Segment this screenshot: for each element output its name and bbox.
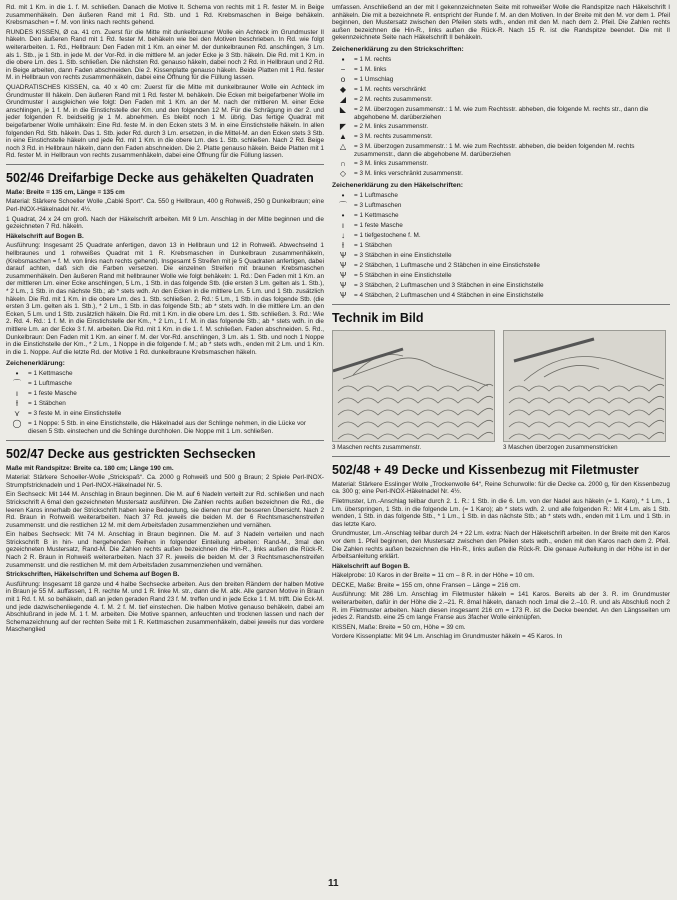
crochet-symbol-icon: ⌒ [13, 379, 21, 389]
section-divider [6, 164, 324, 165]
body-paragraph: Ausführung: Insgesamt 25 Quadrate anfertigen, davon 13 in Hellbraun und 12 in Rohweiß. Abwechselnd 1 hellbraunes und 1 rohweißes Quadrat mit 1 R. Krebsmaschen in Dunkelbraun zusammenhäkeln, (Krebsmaschen = f. M. von links nach rechts gehend). Insgesamt 5 Streifen mit je 5 Quadraten anfertigen, dabei darauf achten, daß sich die Farben versetzen. Die einzelnen Streifen mit braunen Krebsmaschen zusammenhäkeln. Den äußeren Rand mit hellbrauner Wolle wie folgt behäkeln: 1. Rd.: Den Faden mit 1 Km. an der mittleren Lm. einer Ecke anschlingen, 5 Lm., 1 Stb. in das folgende Stb. (die ersten 3 Lm. gelten als 1. Stb.), * 2 Lm., 1 Stb. in das nächste Stb.; ab * stets wdh. An den Ecken in die mittlere Lm. 5 Lm. und 1 Stb. zusätzlich häkeln. Die Rd. mit 1 Km. in die obere Lm. des 1. Stb. schließen. 2. Rd.: 5 Lm., 1 Stb. in das folgende Stb. (die ersten 3 Lm. gelten als 1. Stb.), * 2 Lm., 1 Stb. in das folgende Stb.; ab * stets wdh. In die mittlere Lm. an den Ecken, 5 Lm. und 1 Stb. zusätzlich häkeln. Die Rd. mit 1 Km. in die obere Lm. des 1. Stb. schließen. 3. Rd.: Wie 2. Rd. 4. Rd.: 1 f. M. in die Einstichstelle der Km., * 2 Lm., 1 f. M. in das folgende Stb.; ab * stets wdh. in die mittlere Lm. an der Ecke 3 f. M. arbeiten. Die Rd. mit 1 Km. in die 1. f. M. schließen. Faden abschneiden. 5. Rd., Dunkelbraun: Den Faden mit 1 Km. an einer f. M. der Vor-Rd. anschlingen, 3 Lm. als 1. Stb. und noch 1 Noppe in die Einstichstelle der Km., * 2 Lm., 1 Noppe in die folgende f. M.; ab * stets wdh., enden mit 2 Lm. und 1 Km. in die 1. Noppe. Auf die letzte Rd. der Motive 1 Rd. dunkelbraune Krebsmaschen häkeln. [6, 242, 324, 356]
legend-row [332, 222, 670, 230]
body-paragraph: 1 Quadrat, 24 x 24 cm groß. Nach der Häkelschrift arbeiten. Mit 9 Lm. Anschlag in der Mitte beginnen und die gezeichneten 7 Rd. häkeln. [6, 215, 324, 231]
crochet-symbol-icon: Ѱ [339, 251, 347, 261]
body-paragraph: DECKE, Maße: Breite = 155 cm, ohne Fransen – Länge = 216 cm. [332, 581, 521, 589]
legend-row [332, 86, 670, 94]
crochet-legend [332, 192, 670, 300]
body-paragraph: Material: Stärkere Schoeller-Wolle „Strickspaß“. Ca. 2000 g Rohweiß und 500 g Braun; 2 Spiele Perl-INOX-Strumpfstricknadeln und 1 Perl-INOX-Häkelnadel Nr. 5. [6, 474, 324, 489]
knit-symbol-icon: ◢ [339, 94, 347, 104]
legend-text: = 1 Stäbchen [354, 242, 392, 250]
legend-text: = 3 feste M. in eine Einstichstelle [28, 410, 122, 418]
body-paragraph: Häkelprobe: 10 Karos in der Breite = 11 cm – 8 R. in der Höhe = 10 cm. [332, 572, 535, 580]
legend-text: = 3 Luftmaschen [354, 202, 402, 210]
knit-symbol-icon: ◤ [339, 122, 347, 132]
body-paragraph: Vordere Kissenplatte: Mit 94 Lm. Anschlag im Grundmuster häkeln = 45 Karos. In [332, 633, 563, 641]
legend-row [332, 252, 670, 260]
legend-row [332, 292, 670, 300]
body-paragraph: Maße mit Randspitze: Breite ca. 180 cm; Länge 190 cm. [6, 464, 174, 472]
crochet-symbol-icon: ı [341, 221, 345, 231]
body-paragraph: Material: Stärkere Schoeller Wolle „Cablé Sport“. Ca. 550 g Hellbraun, 400 g Rohweiß, 250 g Dunkelbraun; eine Perl-INOX-Häkelnadel Nr. 4½. [6, 198, 324, 214]
legend-text: = 1 feste Masche [354, 222, 403, 230]
crochet-symbol-icon: Ѱ [339, 271, 347, 281]
crochet-symbol-icon: ƚ [16, 399, 18, 409]
legend-row [332, 242, 670, 250]
technique-photos [332, 330, 670, 451]
technique-photo-1 [332, 330, 495, 451]
photo-caption: 3 Maschen überzogen zusammenstricken [503, 444, 618, 452]
intro-paragraph: umfassen. Anschließend an der mit I gekennzeichneten Seite mit rohweißer Wolle die Randspitze nach Häkelschrift I anhäkeln. Die mit a bezeichnete R. entspricht der Runde f. M. an den Motiven. In der Breite mit den M. vor dem 1. Pfeil beginnen, den Mustersatz zwischen den Pfeilen stets wdh., enden mit den M. nach dem 2. Pfeil. Die Zahlen rechts außen bezeichnen die Hin-R., links außen die Rück-R. Nach 15 R. ist die Randspitze beendet. Die mit II gekennzeichnete Seite nach Häkelschrift II behäkeln. [332, 4, 670, 42]
body-paragraph: Ein halbes Sechseck: Mit 74 M. Anschlag in Braun beginnen. Die M. auf 3 Nadeln verteilen und nach Strickschrift B in hin- und hergehenden Reihen in folgender Einteilung arbeiten: Rand-M., 3mal den gezeichneten Mustersatz, Rand-M. Die Zahlen rechts außen bezeichnen die Hin-R., links außen die Rück-R. Nach 2 R. Braun in Rohweiß weiterarbeiten. Nach 37 R. jeweils die beiden M. der 3 Rechtsmaschenstreifen zusammenstr. und die restlichen M. mit dem Arbeitsfaden zusammenziehen und vernähen. [6, 531, 324, 569]
legend-text: = 1 Noppe: 5 Stb. in eine Einstichstelle, die Häkelnadel aus der Schlinge nehmen, in die Lücke vor diesen 5 Stb. einstechen und die Schlinge durchholen. Die Noppe mit 1 Lm. schließen. [28, 420, 306, 435]
knit-symbol-icon: o [340, 74, 346, 84]
legend-text: = 3 Stäbchen in eine Einstichstelle [354, 252, 452, 260]
technique-photo-2 [503, 330, 666, 451]
legend-row [6, 400, 324, 408]
body-paragraph: Filetmuster, Lm.-Anschlag teilbar durch 2. 1. R.: 1 Stb. in die 6. Lm. von der Nadel aus häkeln (= 1. Karo), * 1 Lm., 1 Lm. überspringen, 1 Stb. in die folgende Lm. (= 1 Karo); ab * stets wdh. 2. und alle folgenden R.: Mit 4 Lm. als 1 Stb. wenden, 1 Stb. in das folgende Stb., * 1 Lm., 1 Stb. in das nächste Stb.; ab * stets wdh., enden mit 1 Lm. und 1 Stb. in das letzte Karo. [332, 497, 670, 528]
crochet-symbol-icon: ƚ [342, 241, 344, 251]
crochet-symbol-icon: ı [15, 389, 19, 399]
legend-text: = 1 Umschlag [354, 75, 394, 83]
knitting-photo [332, 330, 495, 442]
legend-row [332, 96, 670, 104]
knit-legend [332, 56, 670, 178]
crochet-symbol-icon: • [341, 211, 345, 221]
section-title: 502/48 + 49 Decke und Kissenbezug mit Filetmuster [332, 462, 639, 477]
legend-text: = 3 M. überzogen zusammenstr.: 1 M. wie zum Rechtsstr. abheben, die beiden folgenden M. rechts zusammenstr., dann die abgehobene M. darüberziehen [354, 143, 635, 158]
section-title: 502/47 Decke aus gestrickten Sechsecken [6, 446, 256, 461]
section-divider [6, 440, 324, 441]
legend-row [332, 262, 670, 270]
legend [6, 370, 324, 435]
legend-text: = 2 Stäbchen, 1 Luftmasche und 2 Stäbchen in eine Einstichstelle [354, 262, 540, 270]
legend-row [6, 420, 324, 435]
body-paragraph: Ausführung: Insgesamt 18 ganze und 4 halbe Sechsecke arbeiten. Aus den breiten Rändern der halben Motive in Braun je 55 M. auffassen, 1 R. rechte M. und 1 R. linke M. str., dann die M. abk. Alle ganzen Motive in Braun mit 1 Rd. f. M. so behäkeln, daß an jeden geraden Rand 23 f. M. treffen und in jede Ecke 1 f. M. trifft. Die Eck-M. und jede dazwischenliegende 4. f. M. 2 f. M. tief einstechen. Die halben Motive genauso behäkeln, dabei am Abschlußrand in jede M. 1 f. M. arbeiten. Die Motive spannen, anfeuchten und trocknen lassen und nach der Schemazeichnung auf der rechten Seite mit 1 R. Kettmaschen zusammenhäkeln, dabei jeweils nur das vordere Maschenglied [6, 580, 324, 634]
intro-paragraph: RUNDES KISSEN, Ø ca. 41 cm. Zuerst für die Mitte mit dunkelbrauner Wolle ein Achteck im Grundmuster II häkeln. Den äußeren Rand mit 1 Rd. fester M. behäkeln wie bei den Motiven beschrieben. In Rd. wie folgt weiterarbeiten. 1. Rd., Hellbraun: Den Faden mit 1 Km. an einer M. der dunkelbraunen Rd. anschlingen, 3 Lm. als 1. Stb., je 1 Stb. in jede M. der Vor-Rd. in die mittlere M. an jeder Ecke je 3 Stb. häkeln. Die Rd. mit 1 Km. in die obere Lm. des 1. Stb. schließen. Die nächsten Rd. genauso häkeln, dabei noch 2 Rd. in Hellbraun und 2 Rd. in Beige arbeiten, dann Faden abschneiden. Die 2. Kissenplatte genauso häkeln. Beide Platten mit 1 Rd. fester M. in Hellbraun von rechts zusammenhäkeln, dabei eine Öffnung für die Füllung lassen. [6, 28, 324, 82]
legend-text: = 3 Stäbchen, 2 Luftmaschen und 3 Stäbchen in eine Einstichstelle [354, 282, 544, 290]
intro-paragraph: QUADRATISCHES KISSEN, ca. 40 x 40 cm: Zuerst für die Mitte mit dunkelbrauner Wolle ein Achteck im Grundmuster III häkeln. Den äußeren Rand mit 1 Rd. fester M. behäkeln. Die Ecken mit beigefarbener Wolle im Grundmuster I ausgleichen wie folgt: Den Faden mit 1 Km. an der M. nach der mittleren M. einer Ecke anschlingen, je 1 f. M. in die Einstichstelle der Km. und den folgenden 12 M. Für die Schrägung in der 2. und jeder folgenden R. beidseitig je 1 M. abnehmen. Es bleibt noch 1 M. übrig. Das fertige Quadrat mit beigefarbener Wolle umhäkeln: Eine Rd. feste M. in den Ecken stets 3 M. in eine Einstichstelle häkeln. In allen folgenden Rd. Stb. häkeln. Das 1. Stb. jeder Rd. durch 3 Lm. ersetzen, in die Mittel-M. an den Ecken stets 3 Stb. in eine Einstichstelle häkeln und jede Rd. mit 1 Km. in die obere Lm. des 1. Stb. schließen. Nach 2 Rd. Beige noch 3 Rd. in Hellbraun häkeln, dann den Faden abschneiden. Die 2. Platte genauso häkeln. Beide Platten mit 1 Rd. fester M. in Hellbraun von rechts zusammenhäkeln, dabei eine Öffnung für die Füllung lassen. [6, 83, 324, 160]
legend-text: = 1 Kettmasche [28, 370, 73, 378]
body-paragraph: Maße: Breite = 135 cm, Länge = 135 cm [6, 188, 125, 196]
right-column [332, 4, 670, 643]
legend-text: = 4 Stäbchen, 2 Luftmaschen und 4 Stäbchen in eine Einstichstelle [354, 292, 544, 300]
legend-row [6, 380, 324, 388]
legend-text: = 1 Luftmasche [354, 192, 398, 200]
knit-symbol-icon: ∩ [340, 159, 346, 169]
crochet-symbol-icon: ⋎ [14, 409, 20, 419]
legend-text: = 5 Stäbchen in eine Einstichstelle [354, 272, 452, 280]
knit-symbol-icon: ◆ [339, 84, 347, 94]
knit-symbol-icon: △ [339, 142, 347, 152]
legend-text: = 1 Stäbchen [28, 400, 66, 408]
body-paragraph: Ausführung: Mit 286 Lm. Anschlag im Filetmuster häkeln = 141 Karos. Bereits ab der 3. R. im Grundmuster weiterarbeiten, dafür in der Höhe die 2.–21. R. 8mal häkeln, danach noch 1mal die 2.–10. R. und als Abschluß noch 2 R. im Filetmuster arbeiten. Nach diesen insgesamt 216 cm = 173 R. ist die Decke beendet. An den Längsseiten um jedes 2. Randstb. eine 25 cm lange Franse aus 3facher Wolle einknüpfen. [332, 591, 670, 622]
legend-row [332, 272, 670, 280]
intro-paragraph: Rd. mit 1 Km. in die 1. f. M. schließen. Danach die Motive lt. Schema von rechts mit 1 R. fester M. in Beige zusammenhäkeln. Den äußeren Rand mit 1 Rd. Stb. und 1 Rd. Krebsmaschen in Beige behäkeln. Krebsmaschen = f. M. von links nach rechts gehend. [6, 4, 324, 27]
legend-row [332, 106, 670, 121]
legend-row [332, 66, 670, 74]
legend-row [332, 282, 670, 290]
legend-text: = 1 Kettmasche [354, 212, 399, 220]
legend-row [332, 170, 670, 178]
legend-text: = 1 feste Masche [28, 390, 77, 398]
legend-text: = 2 M. überzogen zusammenstr.: 1 M. wie zum Rechtsstr. abheben, die folgende M. rechts str., dann die abgehobene M. darüberziehen [354, 105, 649, 121]
body-paragraph: Häkelschrift auf Bogen B. [332, 562, 410, 570]
crochet-symbol-icon: ⌒ [339, 201, 347, 211]
knit-symbol-icon: ◇ [339, 169, 347, 179]
body-paragraph: Häkelschrift auf Bogen B. [6, 232, 84, 240]
legend-title: Zeichenerklärung zu den Strickschriften: [332, 45, 464, 53]
photo-caption: 3 Maschen rechts zusammenstr. [332, 444, 422, 452]
legend-text: = 1 M. links [354, 65, 387, 73]
legend-text: = 3 M. rechts zusammenstr. [354, 133, 433, 141]
legend-row [332, 143, 670, 158]
section-divider [332, 456, 670, 457]
legend-title: Zeichenerklärung zu den Häkelschriften: [332, 182, 464, 190]
legend-row [332, 123, 670, 131]
crochet-symbol-icon: Ѱ [339, 291, 347, 301]
legend-row [332, 232, 670, 240]
crochet-symbol-icon: ↓ [341, 231, 345, 241]
crochet-symbol-icon: Ѱ [339, 261, 347, 271]
knitting-illustration [333, 331, 494, 441]
body-paragraph: Grundmuster, Lm.-Anschlag teilbar durch 24 + 22 Lm. extra: Nach der Häkelschrift arbeiten. In der Breite mit den Karos vor dem 1. Pfeil beginnen, den Mustersatz zwischen den Pfeilen stets wdh., enden mit den Karos nach dem 2. Pfeil. Die Zahlen rechts außen bezeichnen die Hin-R., links außen die Rück-R. Die genaue Aufteilung in der Höhe ist in der Arbeitsanleitung erklärt. [332, 530, 670, 561]
legend-row [332, 160, 670, 168]
legend-row [332, 192, 670, 200]
noppe-symbol-icon: ◯ [12, 419, 22, 429]
knit-symbol-icon: ▲ [339, 132, 347, 142]
crochet-symbol-icon: • [341, 191, 345, 201]
body-paragraph: Ein Sechseck: Mit 144 M. Anschlag in Braun beginnen. Die M. auf 6 Nadeln verteilt zur Rd. schließen und nach Strickschrift A 6mal den gezeichneten Mustersatz ausführen. Die Zahlen rechts außen bezeichnen die Rd., die leeren Karos innerhalb der Strickschrift haben keine Bedeutung, sie dienen nur der besseren Übersicht. Nach 2 Rd. Braun in Rohweiß weiterarbeiten. Nach 37 Rd. jeweils die beiden M. der 6 Rechtsmaschenstreifen zusammenstr. und die restlichen 12 M. mit dem Arbeitsfaden zusammenziehen und vernähen. [6, 491, 324, 529]
legend-row [332, 76, 670, 84]
knitting-photo [503, 330, 666, 442]
legend-row [6, 410, 324, 418]
body-paragraph: Material: Stärkere Esslinger Wolle „Trockenwolle 64“, Reine Schurwolle: für die Decke ca. 2000 g, für den Kissenbezug ca. 300 g; eine Perl-INOX-Häkelnadel Nr. 4½. [332, 480, 670, 496]
page-number: 11 [328, 878, 339, 889]
knit-symbol-icon: ◣ [339, 104, 347, 114]
knit-symbol-icon: − [340, 64, 346, 74]
body-paragraph: Strickschriften, Häkelschriften und Schema auf Bogen B. [6, 571, 180, 579]
section-title: 502/46 Dreifarbige Decke aus gehäkelten Quadraten [6, 170, 314, 185]
left-column [6, 4, 324, 636]
knitting-illustration [504, 331, 665, 441]
legend-text: = 1 Luftmasche [28, 380, 72, 388]
legend-text: = 3 M. links zusammenstr. [354, 160, 429, 168]
section-title: Technik im Bild [332, 311, 424, 326]
legend-text: = 1 M. rechts verschränkt [354, 85, 426, 93]
legend-text: = 2 M. links zusammenstr. [354, 123, 429, 131]
crochet-symbol-icon: Ѱ [339, 281, 347, 291]
section-divider [332, 304, 670, 305]
legend-row [6, 370, 324, 378]
body-paragraph: KISSEN, Maße: Breite = 50 cm, Höhe = 39 cm. [332, 623, 466, 631]
legend-text: = 3 M. links verschränkt zusammenstr. [354, 170, 463, 178]
knit-symbol-icon: ▪ [341, 54, 345, 64]
legend-row [6, 390, 324, 398]
legend-text: = 2 M. rechts zusammenstr. [354, 95, 433, 103]
legend-title: Zeichenerklärung: [6, 360, 65, 368]
legend-text: = 1 tiefgestochene f. M. [354, 232, 421, 240]
legend-row [332, 212, 670, 220]
legend-row [332, 202, 670, 210]
legend-text: = 1 M. rechts [354, 55, 392, 63]
legend-row [332, 56, 670, 64]
legend-row [332, 133, 670, 141]
crochet-symbol-icon: • [15, 369, 19, 379]
